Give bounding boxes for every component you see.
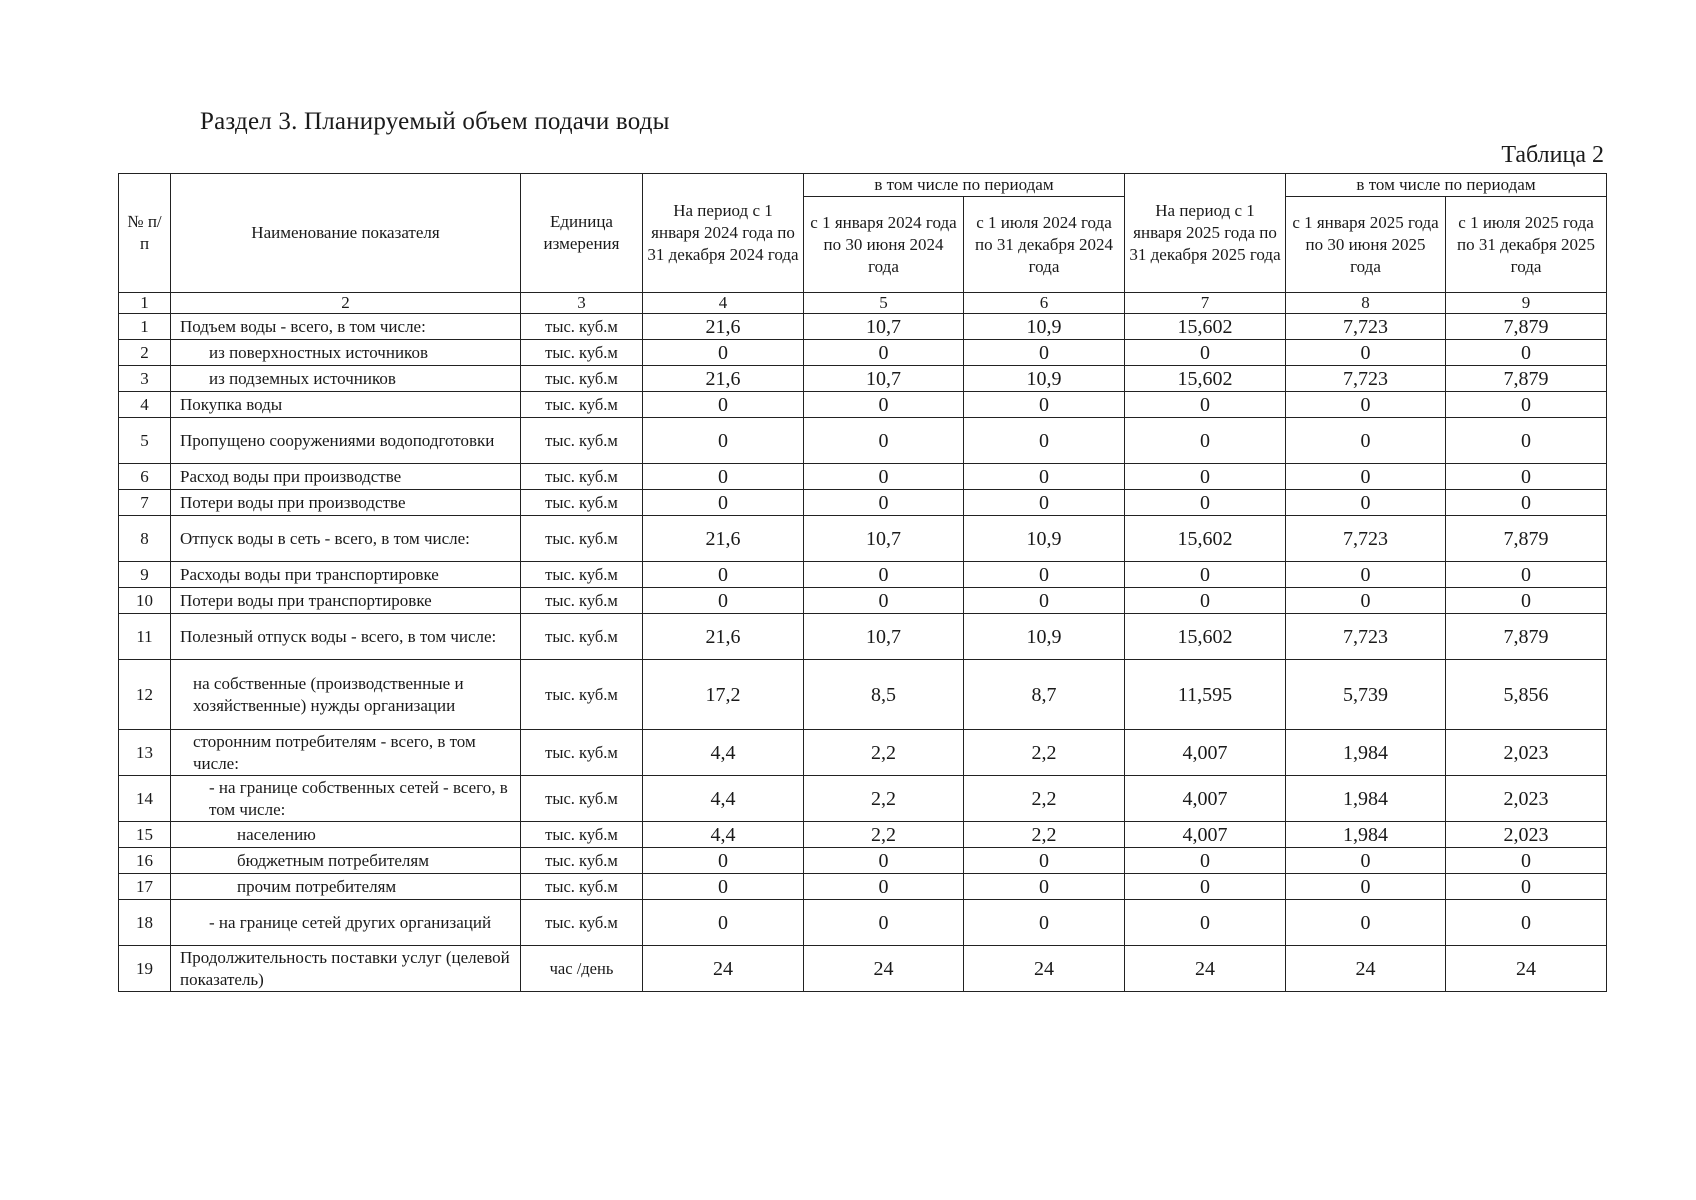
value-cell: 0 (1125, 418, 1286, 464)
unit-cell: тыс. куб.м (521, 822, 643, 848)
value-cell: 24 (804, 946, 964, 992)
value-cell: 10,7 (804, 614, 964, 660)
value-cell: 0 (1286, 900, 1446, 946)
value-cell: 7,879 (1446, 614, 1607, 660)
unit-cell: тыс. куб.м (521, 392, 643, 418)
row-number: 6 (119, 464, 171, 490)
value-cell: 7,879 (1446, 366, 1607, 392)
column-number: 9 (1446, 293, 1607, 314)
value-cell: 7,723 (1286, 614, 1446, 660)
table-row (119, 314, 1607, 340)
table-row (119, 874, 1607, 900)
value-cell: 0 (1446, 418, 1607, 464)
value-cell: 0 (804, 874, 964, 900)
indicator-name: Потери воды при транспортировке (171, 588, 521, 614)
value-cell: 0 (1125, 848, 1286, 874)
indicator-name: Полезный отпуск воды - всего, в том числе: (171, 614, 521, 660)
value-cell: 1,984 (1286, 776, 1446, 822)
value-cell: 17,2 (643, 660, 804, 730)
header-h1-2025: с 1 января 2025 года по 30 июня 2025 года (1286, 197, 1446, 293)
unit-cell: тыс. куб.м (521, 562, 643, 588)
value-cell: 0 (1125, 340, 1286, 366)
value-cell: 7,723 (1286, 366, 1446, 392)
indicator-name: из поверхностных источников (171, 340, 521, 366)
row-number: 9 (119, 562, 171, 588)
header-period-2025: На период с 1 января 2025 года по 31 декабря 2025 года (1125, 174, 1286, 293)
value-cell: 0 (1286, 340, 1446, 366)
value-cell: 2,2 (964, 730, 1125, 776)
unit-cell: тыс. куб.м (521, 776, 643, 822)
header-unit: Единица измерения (521, 174, 643, 293)
row-number: 8 (119, 516, 171, 562)
value-cell: 0 (1286, 588, 1446, 614)
row-number: 17 (119, 874, 171, 900)
value-cell: 2,2 (804, 822, 964, 848)
indicator-name: сторонним потребителям - всего, в том числе: (171, 730, 521, 776)
indicator-name: Покупка воды (171, 392, 521, 418)
unit-cell: тыс. куб.м (521, 588, 643, 614)
value-cell: 0 (804, 464, 964, 490)
unit-cell: тыс. куб.м (521, 340, 643, 366)
value-cell: 0 (964, 874, 1125, 900)
value-cell: 0 (1125, 392, 1286, 418)
unit-cell: тыс. куб.м (521, 314, 643, 340)
value-cell: 0 (964, 392, 1125, 418)
value-cell: 0 (964, 490, 1125, 516)
value-cell: 0 (1125, 490, 1286, 516)
value-cell: 0 (804, 848, 964, 874)
column-number: 7 (1125, 293, 1286, 314)
value-cell: 2,2 (964, 822, 1125, 848)
value-cell: 24 (1446, 946, 1607, 992)
value-cell: 24 (964, 946, 1125, 992)
unit-cell: час /день (521, 946, 643, 992)
value-cell: 0 (643, 562, 804, 588)
value-cell: 0 (1446, 900, 1607, 946)
indicator-name: бюджетным потребителям (171, 848, 521, 874)
value-cell: 2,2 (804, 776, 964, 822)
section-title: Раздел 3. Планируемый объем подачи воды (200, 108, 670, 135)
row-number: 3 (119, 366, 171, 392)
value-cell: 2,2 (804, 730, 964, 776)
unit-cell: тыс. куб.м (521, 874, 643, 900)
value-cell: 0 (643, 392, 804, 418)
table-row (119, 464, 1607, 490)
value-cell: 24 (1125, 946, 1286, 992)
column-number: 5 (804, 293, 964, 314)
value-cell: 7,879 (1446, 516, 1607, 562)
value-cell: 0 (643, 340, 804, 366)
value-cell: 0 (643, 900, 804, 946)
value-cell: 2,023 (1446, 822, 1607, 848)
table-row (119, 392, 1607, 418)
row-number: 1 (119, 314, 171, 340)
value-cell: 0 (643, 418, 804, 464)
indicator-name: Отпуск воды в сеть - всего, в том числе: (171, 516, 521, 562)
column-number: 3 (521, 293, 643, 314)
value-cell: 0 (804, 490, 964, 516)
header-h2-2025: с 1 июля 2025 года по 31 декабря 2025 года (1446, 197, 1607, 293)
value-cell: 5,856 (1446, 660, 1607, 730)
value-cell: 0 (1125, 900, 1286, 946)
value-cell: 0 (1286, 562, 1446, 588)
value-cell: 8,5 (804, 660, 964, 730)
value-cell: 10,7 (804, 366, 964, 392)
column-number: 6 (964, 293, 1125, 314)
value-cell: 15,602 (1125, 314, 1286, 340)
value-cell: 15,602 (1125, 614, 1286, 660)
table-row (119, 730, 1607, 776)
row-number: 14 (119, 776, 171, 822)
unit-cell: тыс. куб.м (521, 900, 643, 946)
row-number: 19 (119, 946, 171, 992)
value-cell: 0 (643, 588, 804, 614)
row-number: 16 (119, 848, 171, 874)
value-cell: 1,984 (1286, 822, 1446, 848)
value-cell: 0 (1286, 418, 1446, 464)
row-number: 10 (119, 588, 171, 614)
table-label: Таблица 2 (1501, 142, 1604, 168)
indicator-name: на собственные (производственные и хозяйственные) нужды организации (171, 660, 521, 730)
value-cell: 0 (643, 874, 804, 900)
column-number: 2 (171, 293, 521, 314)
value-cell: 0 (1125, 588, 1286, 614)
value-cell: 0 (964, 848, 1125, 874)
table-row (119, 490, 1607, 516)
value-cell: 0 (1125, 464, 1286, 490)
value-cell: 15,602 (1125, 516, 1286, 562)
value-cell: 0 (1446, 464, 1607, 490)
value-cell: 7,723 (1286, 516, 1446, 562)
water-supply-table (118, 173, 1607, 992)
row-number: 5 (119, 418, 171, 464)
value-cell: 7,723 (1286, 314, 1446, 340)
value-cell: 24 (1286, 946, 1446, 992)
unit-cell: тыс. куб.м (521, 730, 643, 776)
table-row (119, 418, 1607, 464)
header-h2-2024: с 1 июля 2024 года по 31 декабря 2024 года (964, 197, 1125, 293)
value-cell: 0 (964, 900, 1125, 946)
value-cell: 0 (964, 588, 1125, 614)
row-number: 7 (119, 490, 171, 516)
row-number: 4 (119, 392, 171, 418)
value-cell: 4,4 (643, 730, 804, 776)
value-cell: 0 (804, 562, 964, 588)
value-cell: 8,7 (964, 660, 1125, 730)
value-cell: 0 (964, 418, 1125, 464)
value-cell: 4,007 (1125, 822, 1286, 848)
indicator-name: Подъем воды - всего, в том числе: (171, 314, 521, 340)
value-cell: 21,6 (643, 314, 804, 340)
value-cell: 10,7 (804, 314, 964, 340)
indicator-name: населению (171, 822, 521, 848)
row-number: 13 (119, 730, 171, 776)
value-cell: 1,984 (1286, 730, 1446, 776)
value-cell: 2,023 (1446, 730, 1607, 776)
table-row (119, 340, 1607, 366)
table-row (119, 776, 1607, 822)
indicator-name: Пропущено сооружениями водоподготовки (171, 418, 521, 464)
value-cell: 0 (804, 392, 964, 418)
table-row (119, 588, 1607, 614)
value-cell: 2,2 (964, 776, 1125, 822)
table-row (119, 614, 1607, 660)
table-row (119, 822, 1607, 848)
unit-cell: тыс. куб.м (521, 464, 643, 490)
unit-cell: тыс. куб.м (521, 516, 643, 562)
indicator-name: Потери воды при производстве (171, 490, 521, 516)
row-number: 15 (119, 822, 171, 848)
value-cell: 0 (643, 848, 804, 874)
row-number: 2 (119, 340, 171, 366)
value-cell: 4,007 (1125, 776, 1286, 822)
indicator-name: Расход воды при производстве (171, 464, 521, 490)
value-cell: 0 (804, 588, 964, 614)
table-row (119, 900, 1607, 946)
value-cell: 10,9 (964, 314, 1125, 340)
unit-cell: тыс. куб.м (521, 660, 643, 730)
value-cell: 0 (643, 490, 804, 516)
indicator-name: Продолжительность поставки услуг (целевой показатель) (171, 946, 521, 992)
value-cell: 5,739 (1286, 660, 1446, 730)
value-cell: 10,9 (964, 366, 1125, 392)
value-cell: 7,879 (1446, 314, 1607, 340)
value-cell: 24 (643, 946, 804, 992)
value-cell: 10,9 (964, 516, 1125, 562)
header-h1-2024: с 1 января 2024 года по 30 июня 2024 года (804, 197, 964, 293)
value-cell: 11,595 (1125, 660, 1286, 730)
column-number: 1 (119, 293, 171, 314)
row-number: 11 (119, 614, 171, 660)
column-number: 4 (643, 293, 804, 314)
value-cell: 0 (1286, 490, 1446, 516)
header-period-2024: На период с 1 января 2024 года по 31 декабря 2024 года (643, 174, 804, 293)
indicator-name: из подземных источников (171, 366, 521, 392)
value-cell: 4,4 (643, 776, 804, 822)
value-cell: 0 (1446, 340, 1607, 366)
column-number-row (119, 293, 1607, 314)
value-cell: 0 (804, 900, 964, 946)
table-row (119, 516, 1607, 562)
column-number: 8 (1286, 293, 1446, 314)
table-row (119, 848, 1607, 874)
unit-cell: тыс. куб.м (521, 848, 643, 874)
value-cell: 0 (1286, 464, 1446, 490)
value-cell: 0 (1125, 874, 1286, 900)
value-cell: 0 (1446, 848, 1607, 874)
value-cell: 4,007 (1125, 730, 1286, 776)
row-number: 12 (119, 660, 171, 730)
unit-cell: тыс. куб.м (521, 366, 643, 392)
value-cell: 21,6 (643, 516, 804, 562)
value-cell: 0 (804, 418, 964, 464)
value-cell: 10,9 (964, 614, 1125, 660)
value-cell: 0 (1446, 392, 1607, 418)
value-cell: 0 (804, 340, 964, 366)
unit-cell: тыс. куб.м (521, 490, 643, 516)
value-cell: 0 (964, 340, 1125, 366)
value-cell: 0 (1125, 562, 1286, 588)
value-cell: 0 (964, 464, 1125, 490)
header-name: Наименование показателя (171, 174, 521, 293)
value-cell: 21,6 (643, 614, 804, 660)
table-row (119, 946, 1607, 992)
table-row (119, 562, 1607, 588)
value-cell: 2,023 (1446, 776, 1607, 822)
value-cell: 0 (1446, 562, 1607, 588)
value-cell: 4,4 (643, 822, 804, 848)
header-subperiods-2024: в том числе по периодам (804, 174, 1125, 197)
indicator-name: Расходы воды при транспортировке (171, 562, 521, 588)
value-cell: 15,602 (1125, 366, 1286, 392)
table-row (119, 366, 1607, 392)
header-subperiods-2025: в том числе по периодам (1286, 174, 1607, 197)
indicator-name: - на границе собственных сетей - всего, в том числе: (171, 776, 521, 822)
row-number: 18 (119, 900, 171, 946)
value-cell: 0 (1446, 874, 1607, 900)
value-cell: 0 (964, 562, 1125, 588)
value-cell: 21,6 (643, 366, 804, 392)
table-row (119, 660, 1607, 730)
value-cell: 0 (1286, 874, 1446, 900)
value-cell: 10,7 (804, 516, 964, 562)
indicator-name: прочим потребителям (171, 874, 521, 900)
value-cell: 0 (1286, 848, 1446, 874)
indicator-name: - на границе сетей других организаций (171, 900, 521, 946)
value-cell: 0 (1446, 588, 1607, 614)
value-cell: 0 (1446, 490, 1607, 516)
unit-cell: тыс. куб.м (521, 418, 643, 464)
header-num: № п/п (119, 174, 171, 293)
value-cell: 0 (643, 464, 804, 490)
value-cell: 0 (1286, 392, 1446, 418)
unit-cell: тыс. куб.м (521, 614, 643, 660)
